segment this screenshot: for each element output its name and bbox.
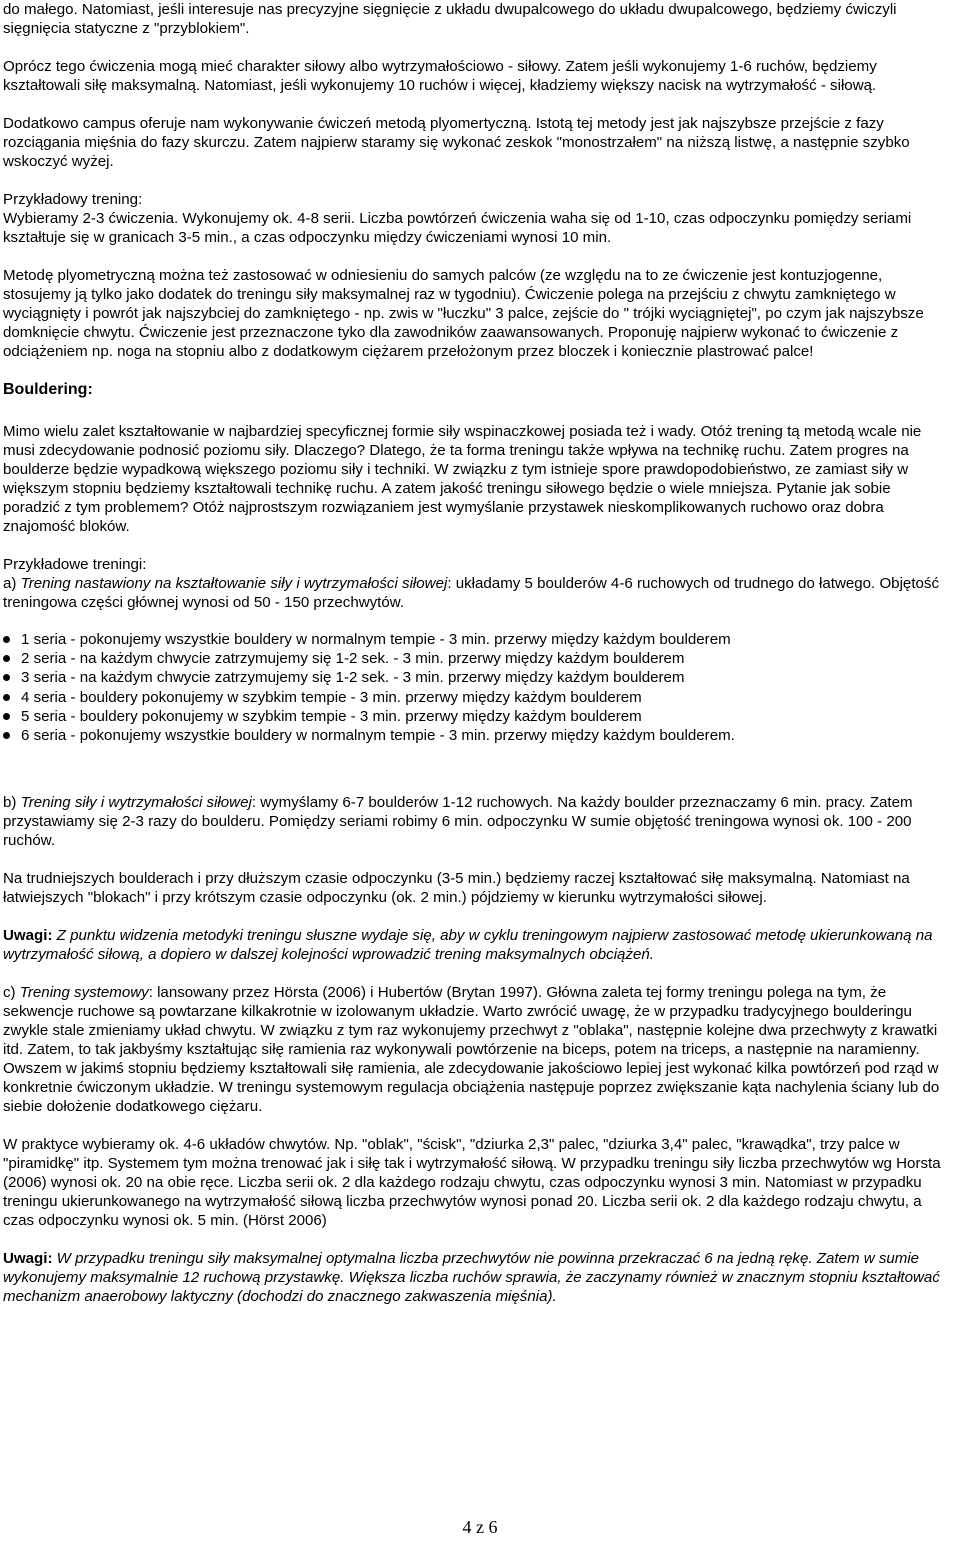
training-c	[3, 983, 951, 1116]
training-b-description: : wymyślamy 6-7 boulderów 1-12 ruchowych. Na każdy boulder przeznaczamy 6 min. pracy. Zatem przystawiamy się 2-3 razy do boulderu. Pomiędzy seriami robimy 6 min. odpoczynku W sumie objętość treningowa wynosi ok. 100 - 200 ruchów.	[3, 794, 913, 850]
bullet-icon	[3, 636, 10, 643]
bullet-icon	[3, 732, 10, 739]
list-item: 4 seria - bouldery pokonujemy w szybkim tempie - 3 min. przerwy między każdym boulderem	[3, 688, 951, 707]
bullet-icon	[3, 655, 10, 662]
page-number: 4 z 6	[462, 1517, 498, 1537]
list-item: 6 seria - pokonujemy wszystkie bouldery w normalnym tempie - 3 min. przerwy między każdym boulderem.	[3, 726, 951, 745]
training-a-prefix: a)	[3, 575, 21, 592]
list-item: 3 seria - na każdym chwycie zatrzymujemy się 1-2 sek. - 3 min. przerwy między każdym boulderem	[3, 668, 951, 687]
note-methodology	[3, 926, 951, 964]
note-text: W przypadku treningu siły maksymalnej optymalna liczba przechwytów nie powinna przekraczać 6 na jedną rękę. Zatem w sumie wykonujemy maksymalnie 12 ruchową przystawkę. Większa liczba ruchów sprawia, że zaczynamy również w znacznym stopniu kształtować mechanizm anaerobowy laktyczny (dochodzi do znacznego zakwaszenia mięśnia).	[3, 1250, 940, 1306]
training-c-description: : lansowany przez Hörsta (2006) i Hubertów (Brytan 1997). Główna zaleta tej formy treningu polega na tym, że sekwencje ruchowe są powtarzane kilkakrotnie w izolowanym układzie. Warto zwrócić uwagę, że w przypadku tradycyjnego boulderingu zwykle stale zmieniamy układ chwytu. W związku z tym raz wykonujemy przechwyt z "oblaka", następnie kolejne dwa przechwyty z krawatki itd. Zatem, to tak jakbyśmy kształtując siłę ramienia raz wykonywali powtórzenie na biceps, potem na triceps, a następnie na naramienny. Owszem w jakimś stopniu będziemy kształtowali siłę ramienia, ale zdecydowanie jakościowo lepiej jest wykonać kilka powtórzeń pod rząd w konkretnie ćwiczonym układzie. W treningu systemowym regulacja obciążenia następuje poprzez zwiększanie kąta nachylenia ściany lub do siebie dołożenie dodatkowego ciężaru.	[3, 984, 940, 1116]
list-item: 2 seria - na każdym chwycie zatrzymujemy się 1-2 sek. - 3 min. przerwy między każdym boulderem	[3, 649, 951, 668]
paragraph-example-trainings	[3, 555, 951, 612]
training-c-title: Trening systemowy	[19, 984, 149, 1002]
note-max-strength	[3, 1249, 951, 1306]
training-a-title: Trening nastawiony na kształtowanie siły i wytrzymałości siłowej	[20, 575, 448, 592]
paragraph-plyometric: Dodatkowo campus oferuje nam wykonywanie ćwiczeń metodą plyomertyczną. Istotą tej metody jest jak najszybsze przejście z fazy rozciągania mięśnia do fazy skurczu. Zatem najpierw staramy się wykonać zeskok "monostrzałem" na niższą listwę, a następnie szybko wskoczyć wyżej.	[3, 115, 910, 170]
training-c-prefix: c)	[3, 984, 20, 1002]
example-trainings-label: Przykładowe treningi:	[3, 556, 147, 573]
training-b-prefix: b)	[3, 794, 21, 812]
paragraph-bouldering-drawbacks: Mimo wielu zalet kształtowanie w najbardziej specyficznej formie siły wspinaczkowej posiada też i wady. Otóż trening tą metodą wcale nie musi zdecydowanie podnosić poziomu siły. Dlaczego? Dlatego, że ta forma treningu także wpływa na technikę ruchu. Zatem progres na boulderze będzie wypadkową większego poziomu siły i techniki. W związku z tym istnieje spore prawdopodobieństwo, ze zamiast siły w większym stopniu będziemy kształtowali technikę ruchu. A zatem jakość treningu siłowego będzie o wiele mniejsza. Pytanie jak sobie poradzić z tym problemem? Otóż najprostszym rozwiązaniem jest wymyślanie przystawek nieskomplikowanych ruchowo oraz dobra znajomość bloków.	[3, 423, 922, 535]
paragraph-example-training	[3, 190, 951, 247]
section-heading-bouldering: Bouldering:	[3, 381, 93, 398]
list-item: 5 seria - bouldery pokonujemy w szybkim tempie - 3 min. przerwy między każdym boulderem	[3, 707, 951, 726]
bullet-icon	[3, 694, 10, 701]
training-b-title: Trening siły i wytrzymałości siłowej	[20, 794, 252, 812]
document-page	[3, 0, 951, 1325]
training-b	[3, 793, 951, 850]
list-item: 1 seria - pokonujemy wszystkie bouldery w normalnym tempie - 3 min. przerwy między każdym boulderem	[3, 630, 951, 649]
example-training-label: Przykładowy trening:	[3, 191, 143, 208]
paragraph-intro: do małego. Natomiast, jeśli interesuje nas precyzyjne sięgnięcie z układu dwupalcowego do układu dwupalcowego, będziemy ćwiczyli sięgnięcia statyczne z "przyblokiem".	[3, 1, 897, 37]
bullet-icon	[3, 713, 10, 720]
training-a	[3, 574, 951, 612]
bullet-icon	[3, 674, 10, 681]
paragraph-strength: Oprócz tego ćwiczenia mogą mieć charakter siłowy albo wytrzymałościowo - siłowy. Zatem jeśli wykonujemy 1-6 ruchów, będziemy kształtowali siłę maksymalną. Natomiast, jeśli wykonujemy 10 ruchów i więcej, kładziemy większy nacisk na wytrzymałość - siłową.	[3, 58, 877, 94]
paragraph-system-practice: W praktyce wybieramy ok. 4-6 układów chwytów. Np. "oblak", "ścisk", "dziurka 2,3" palec, "dziurka 3,4" palec, "krawądka", trzy palce w "piramidkę" itp. Systemem tym można trenować jak i siłę tak i wytrzymałość siłową. W przypadku treningu siły liczba przechwytów wg Horsta (2006) wynosi ok. 20 na obie ręce. Liczba serii ok. 2 dla każdego rodzaju chwytu, czas odpoczynku wynosi 3 min. Natomiast w przypadku treningu ukierunkowanego na wytrzymałość siłową liczba przechwytów wynosi ponad 20. Liczba serii ok. 2 dla każdego rodzaju chwytu, a czas odpoczynku wynosi ok. 5 min. (Hörst 2006)	[3, 1136, 941, 1230]
example-training-body: Wybieramy 2-3 ćwiczenia. Wykonujemy ok. 4-8 serii. Liczba powtórzeń ćwiczenia waha się od 1-10, czas odpoczynku pomiędzy seriami kształtuje się w granicach 3-5 min., a czas odpoczynku między ćwiczeniami wynosi 10 min.	[3, 210, 912, 246]
note-text: Z punktu widzenia metodyki treningu słuszne wydaje się, aby w cyklu treningowym najpierw zastosować metodę ukierunkowaną na wytrzymałość siłową, a dopiero w dalszej kolejności wprowadzić trening maksymalnych obciążeń.	[3, 927, 933, 964]
paragraph-plyometric-fingers: Metodę plyometryczną można też zastosować w odniesieniu do samych palców (ze względu na to ze ćwiczenie jest kontuzjogenne, stosujemy ją tylko jako dodatek do treningu siły maksymalnej raz w tygodniu). Ćwiczenie polega na przejściu z chwytu zamkniętego w wyciągnięty i powrót jak najszybciej do zamkniętego - np. zwis w "łuczku" 3 palce, zejście do " trójki wyciągniętej", po czym jak najszybsze domknięcie chwytu. Ćwiczenie jest przeznaczone tyko dla zawodników zaawansowanych. Proponuję najpierw wykonać to ćwiczenie z odciążeniem np. noga na stopniu albo z dodatkowym ciężarem przełożonym przez bloczek i koniecznie plastrować palce!	[3, 267, 924, 360]
note-label: Uwagi:	[3, 927, 53, 945]
note-label: Uwagi:	[3, 1250, 53, 1268]
series-list	[3, 630, 951, 745]
training-a-description: : układamy 5 boulderów 4-6 ruchowych od trudnego do łatwego. Objętość treningowa części głównej wynosi od 50 - 150 przechwytów.	[3, 575, 940, 611]
paragraph-rest-times: Na trudniejszych boulderach i przy dłuższym czasie odpoczynku (3-5 min.) będziemy raczej kształtować siłę maksymalną. Natomiast na łatwiejszych "blokach" i przy krótszym czasie odpoczynku (ok. 2 min.) pójdziemy w kierunku wytrzymałości siłowej.	[3, 870, 910, 907]
